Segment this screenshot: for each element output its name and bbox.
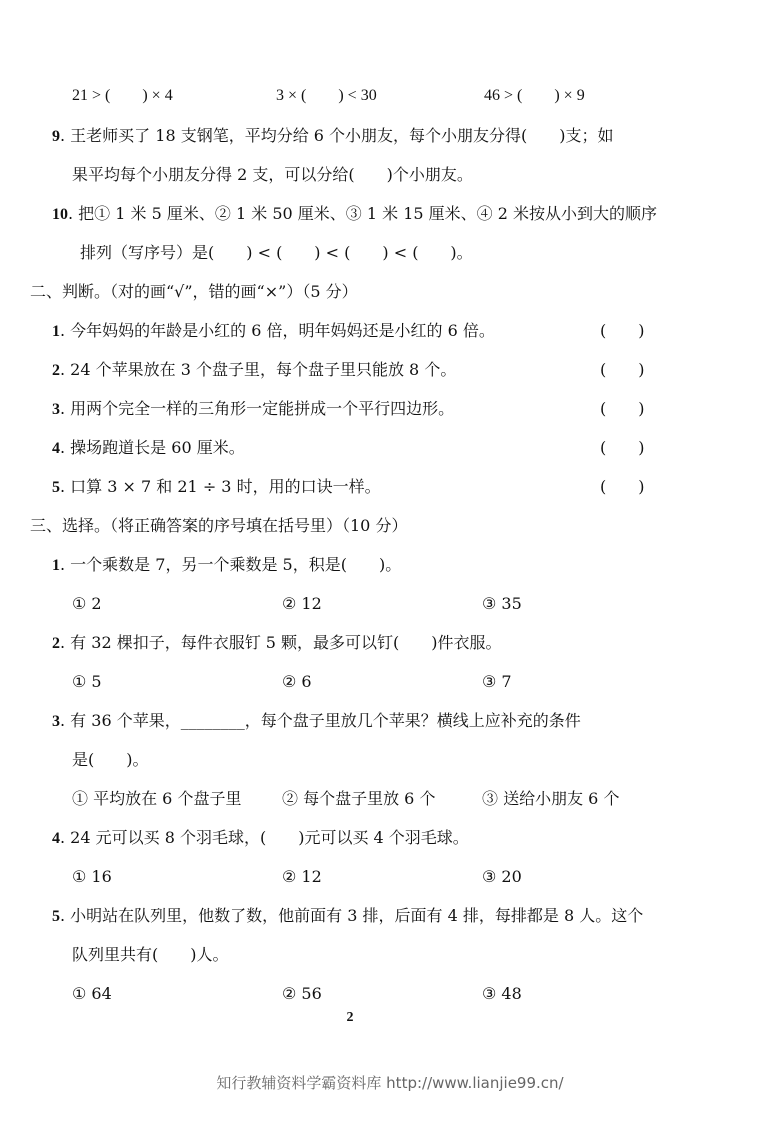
option-2[interactable]: ② 6 xyxy=(282,672,312,691)
answer-parens[interactable]: ( ) xyxy=(600,360,645,379)
option-2[interactable]: ② 12 xyxy=(282,867,322,886)
question-9 xyxy=(52,126,614,147)
judge-item-3 xyxy=(52,399,454,420)
question-text: . 有 32 棵扣子，每件衣服钉 5 颗，最多可以钉( )件衣服。 xyxy=(60,633,502,652)
choice-question-1 xyxy=(52,555,401,576)
choice-question-4 xyxy=(52,828,469,849)
item-text: . 用两个完全一样的三角形一定能拼成一个平行四边形。 xyxy=(60,399,455,418)
section-3-title: 三、选择。（将正确答案的序号填在括号里）（10 分） xyxy=(30,516,408,535)
item-number: 1 xyxy=(52,323,60,340)
question-text: . 一个乘数是 7，另一个乘数是 5，积是( )。 xyxy=(60,555,402,574)
expression-2: 3 × ( ) < 30 xyxy=(276,87,377,104)
option-1[interactable]: ① 平均放在 6 个盘子里 xyxy=(72,789,242,808)
question-number: 10 xyxy=(52,206,68,223)
question-text: . 有 36 个苹果，________，每个盘子里放几个苹果？横线上应补充的条件 xyxy=(60,711,581,730)
answer-parens[interactable]: ( ) xyxy=(600,399,645,418)
option-2[interactable]: ② 56 xyxy=(282,984,322,1003)
option-1[interactable]: ① 64 xyxy=(72,984,112,1003)
judge-item-2 xyxy=(52,360,456,381)
judge-item-1 xyxy=(52,321,495,342)
choice-question-3 xyxy=(52,711,581,732)
item-number: 3 xyxy=(52,401,60,418)
question-number: 9 xyxy=(52,128,60,145)
question-10 xyxy=(52,204,657,225)
option-3[interactable]: ③ 35 xyxy=(482,594,522,613)
item-number: 4 xyxy=(52,440,60,457)
option-1[interactable]: ① 5 xyxy=(72,672,102,691)
item-text: . 口算 3 × 7 和 21 ÷ 3 时，用的口诀一样。 xyxy=(60,477,381,496)
expression-1: 21 > ( ) × 4 xyxy=(72,87,173,104)
judge-item-4 xyxy=(52,438,245,459)
choice-question-5-line-2: 队列里共有( )人。 xyxy=(72,945,229,964)
question-number: 5 xyxy=(52,908,60,925)
choice-question-5 xyxy=(52,906,643,927)
option-1[interactable]: ① 16 xyxy=(72,867,112,886)
item-text: . 24 个苹果放在 3 个盘子里，每个盘子里只能放 8 个。 xyxy=(60,360,457,379)
option-2[interactable]: ② 12 xyxy=(282,594,322,613)
question-text: . 把① 1 米 5 厘米、② 1 米 50 厘米、③ 1 米 15 厘米、④ 2 米按从小到大的顺序 xyxy=(68,204,657,223)
option-3[interactable]: ③ 20 xyxy=(482,867,522,886)
question-number: 3 xyxy=(52,713,60,730)
footer-watermark: 知行教辅资料学霸资料库 http://www.lianjie99.cn/ xyxy=(216,1074,564,1092)
question-9-line-2: 果平均每个小朋友分得 2 支，可以分给( )个小朋友。 xyxy=(72,165,473,184)
item-text: . 操场跑道长是 60 厘米。 xyxy=(60,438,245,457)
expression-3: 46 > ( ) × 9 xyxy=(484,87,585,104)
question-text: . 24 元可以买 8 个羽毛球，( )元可以买 4 个羽毛球。 xyxy=(60,828,469,847)
choice-question-2 xyxy=(52,633,502,654)
question-text: . 小明站在队列里，他数了数，他前面有 3 排，后面有 4 排，每排都是 8 人。这个 xyxy=(60,906,644,925)
option-1[interactable]: ① 2 xyxy=(72,594,102,613)
page-number: 2 xyxy=(346,1010,354,1025)
question-10-line-2: 排列（写序号）是( ) < ( ) < ( ) < ( )。 xyxy=(80,243,473,262)
option-3[interactable]: ③ 送给小朋友 6 个 xyxy=(482,789,620,808)
option-3[interactable]: ③ 7 xyxy=(482,672,512,691)
option-2[interactable]: ② 每个盘子里放 6 个 xyxy=(282,789,436,808)
item-text: . 今年妈妈的年龄是小红的 6 倍，明年妈妈还是小红的 6 倍。 xyxy=(60,321,495,340)
option-3[interactable]: ③ 48 xyxy=(482,984,522,1003)
item-number: 5 xyxy=(52,479,60,496)
answer-parens[interactable]: ( ) xyxy=(600,321,645,340)
item-number: 2 xyxy=(52,362,60,379)
question-number: 2 xyxy=(52,635,60,652)
answer-parens[interactable]: ( ) xyxy=(600,477,645,496)
choice-question-3-line-2: 是( )。 xyxy=(72,750,149,769)
question-number: 4 xyxy=(52,830,60,847)
question-text: . 王老师买了 18 支钢笔，平均分给 6 个小朋友，每个小朋友分得( )支；如 xyxy=(60,126,614,145)
question-number: 1 xyxy=(52,557,60,574)
section-2-title: 二、判断。（对的画“√”，错的画“×”）（5 分） xyxy=(30,282,358,301)
answer-parens[interactable]: ( ) xyxy=(600,438,645,457)
judge-item-5 xyxy=(52,477,381,498)
